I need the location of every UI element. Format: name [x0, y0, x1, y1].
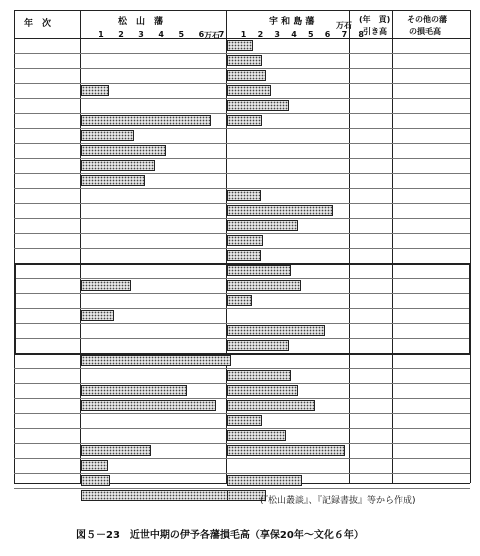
uwajima-bar: [227, 40, 253, 51]
row-divider: [14, 368, 470, 369]
uwajima-bar: [227, 280, 301, 291]
header-other-2: の損毛高: [409, 27, 441, 36]
row-divider: [14, 53, 470, 54]
scale-tick-label: 1: [240, 30, 247, 39]
header-uwajima: 宇 和 島 藩: [269, 17, 315, 27]
scale-tick-label: 7: [341, 30, 348, 39]
uwajima-bar: [227, 400, 315, 411]
uwajima-bar: [227, 295, 252, 306]
scale-tick-label: 2: [118, 30, 124, 39]
row-divider: [14, 143, 470, 144]
matsuyama-bar: [81, 145, 166, 156]
uwajima-bar: [227, 190, 261, 201]
matsuyama-bar: [81, 490, 234, 501]
loss-table: [14, 10, 470, 483]
row-divider: [14, 473, 470, 474]
matsuyama-bar: [81, 460, 108, 471]
uwajima-bar: [227, 325, 325, 336]
uwajima-bar: [227, 265, 291, 276]
scale-tick-label: 2: [257, 30, 264, 39]
matsuyama-bar: [81, 355, 231, 366]
matsuyama-bar: [81, 445, 151, 456]
scale-tick-label: 4: [291, 30, 297, 39]
row-divider: [14, 158, 470, 159]
header-other-1: その他の藩: [407, 15, 447, 24]
row-divider: [14, 293, 470, 294]
header-era: 年 次: [24, 19, 52, 29]
row-divider: [14, 128, 470, 129]
row-divider: [14, 308, 470, 309]
row-divider: [14, 113, 470, 114]
header-tribute-1: (年 貢): [359, 15, 391, 24]
matsuyama-bar: [81, 280, 131, 291]
tenmei-box-right: [469, 263, 471, 353]
scale-tick-label: 6: [198, 30, 205, 39]
matsuyama-bar: [81, 400, 216, 411]
scale-tick-label: 3: [274, 30, 280, 39]
scale-tick-label: 1: [98, 30, 104, 39]
uwajima-bar: [227, 55, 262, 66]
row-divider: [14, 188, 470, 189]
matsuyama-bar: [81, 175, 145, 186]
row-divider: [14, 173, 470, 174]
matsuyama-bar: [81, 385, 187, 396]
row-divider: [14, 323, 470, 324]
row-divider: [14, 488, 470, 489]
uwajima-bar: [227, 235, 263, 246]
scale-tick-label: 5: [178, 30, 185, 39]
uwajima-bar: [227, 430, 286, 441]
uwajima-bar: [227, 475, 302, 486]
matsuyama-bar: [81, 115, 211, 126]
scale-tick-label: 5: [308, 30, 314, 39]
scale-tick-label: 3: [138, 30, 144, 39]
matsuyama-bar: [81, 160, 155, 171]
matsuyama-bar: [81, 475, 110, 486]
row-divider: [14, 248, 470, 249]
header-tribute-2: 引き高: [363, 27, 387, 36]
matsuyama-bar: [81, 130, 134, 141]
row-divider: [14, 203, 470, 204]
grid-line: [470, 10, 471, 483]
row-divider: [14, 218, 470, 219]
uwajima-bar: [227, 250, 261, 261]
uwajima-bar: [227, 220, 298, 231]
row-divider: [14, 413, 470, 414]
source-note: (『松山叢談』、『記録書抜』等から作成): [260, 496, 416, 506]
matsuyama-bar: [81, 310, 114, 321]
matsuyama-bar: [81, 85, 109, 96]
scale-tick-label: 6: [324, 30, 331, 39]
scale-tick-label: 7: [218, 30, 225, 39]
uwajima-bar: [227, 385, 298, 396]
uwajima-bar: [227, 85, 271, 96]
row-divider: [14, 383, 470, 384]
row-divider: [14, 428, 470, 429]
uwajima-bar: [227, 115, 262, 126]
scale-tick-label: 4: [158, 30, 164, 39]
row-divider: [14, 458, 470, 459]
figure-caption: 図５－23 近世中期の伊予各藩損毛高（享保20年～文化６年）: [76, 530, 364, 541]
row-divider: [14, 233, 470, 234]
header-unit-matsuyama: 万石: [204, 31, 220, 40]
grid-line: [14, 38, 470, 39]
uwajima-bar: [227, 70, 266, 81]
uwajima-bar: [227, 100, 289, 111]
row-divider: [14, 83, 470, 84]
row-divider: [14, 338, 470, 339]
uwajima-bar: [227, 205, 333, 216]
header-matsuyama: 松 山 藩: [118, 17, 164, 27]
row-divider: [14, 68, 470, 69]
uwajima-bar: [227, 370, 291, 381]
uwajima-bar: [227, 445, 345, 456]
scale-tick-label: 8: [358, 30, 364, 39]
grid-line: [14, 10, 470, 11]
uwajima-bar: [227, 415, 262, 426]
header-unit-uwajima: 万石: [336, 21, 352, 30]
row-divider: [14, 398, 470, 399]
row-divider: [14, 98, 470, 99]
row-divider: [14, 278, 470, 279]
uwajima-bar: [227, 340, 289, 351]
row-divider: [14, 443, 470, 444]
tenmei-box-left: [14, 263, 16, 353]
